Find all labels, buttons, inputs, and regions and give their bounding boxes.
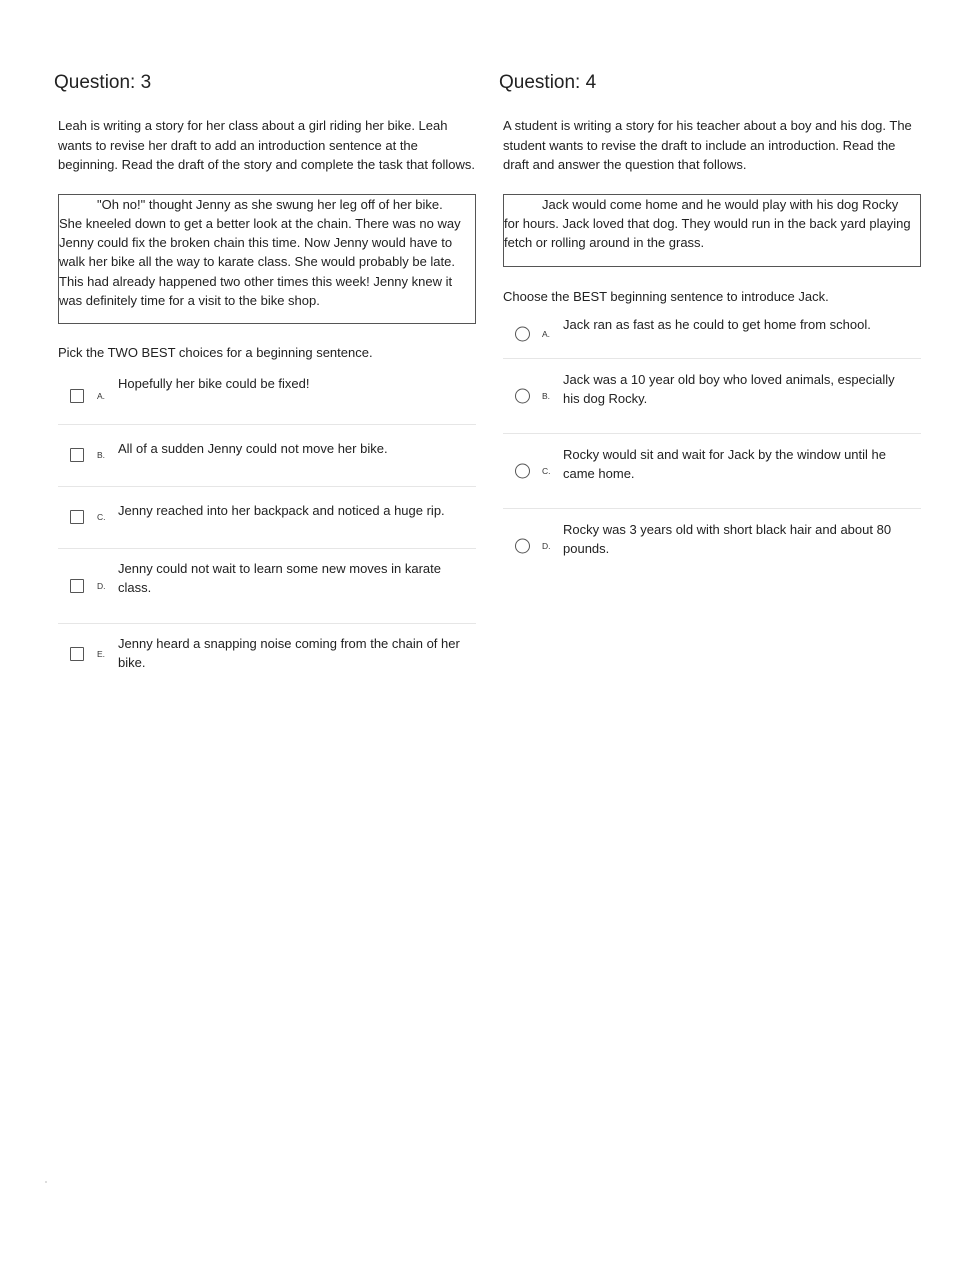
question-title: Question: 4 xyxy=(499,72,597,93)
story-draft-box xyxy=(503,194,921,267)
option-text: Rocky would sit and wait for Jack by the window until he came home. xyxy=(563,446,886,481)
story-draft-box xyxy=(58,194,476,324)
option-letter: C. xyxy=(542,465,551,476)
radio-icon[interactable] xyxy=(515,463,530,478)
option-letter: A. xyxy=(97,390,106,401)
radio-icon[interactable] xyxy=(515,326,530,341)
option-text: All of a sudden Jenny could not move her bike. xyxy=(118,440,388,456)
question-3 xyxy=(54,70,476,684)
option-a[interactable] xyxy=(58,368,476,425)
option-letter: C. xyxy=(97,512,106,522)
question-prompt: Pick the TWO BEST choices for a beginning sentence. xyxy=(58,344,373,360)
radio-icon[interactable] xyxy=(515,538,530,553)
option-d[interactable] xyxy=(58,549,476,624)
option-b[interactable] xyxy=(503,359,921,434)
option-text: Jenny reached into her backpack and noticed a huge rip. xyxy=(118,502,445,518)
question-intro: Leah is writing a story for her class about a girl riding her bike. Leah wants to revise her draft to add an introduction sentence at the beginning. Read the draft of the story and complete the task that follows. xyxy=(58,118,475,172)
question-4 xyxy=(499,70,921,583)
page-speck xyxy=(45,1181,47,1183)
story-draft-text: "Oh no!" thought Jenny as she swung her leg off of her bike. She kneeled down to get a better look at the chain. There was no way Jenny could fix the broken chain this time. Now Jenny would have to walk her bike all the way to karate class. She would probably be late. This had already happened two other times this week! Jenny knew it was definitely time for a visit to the bike shop. xyxy=(59,196,461,308)
option-letter: D. xyxy=(542,540,551,551)
option-letter: B. xyxy=(97,450,106,460)
option-a[interactable] xyxy=(503,310,921,359)
option-c[interactable] xyxy=(58,487,476,549)
question-prompt: Choose the BEST beginning sentence to introduce Jack. xyxy=(503,288,829,304)
option-text: Jenny heard a snapping noise coming from the chain of her bike. xyxy=(118,635,460,670)
question-intro: A student is writing a story for his teacher about a boy and his dog. The student wants to revise the draft to include an introduction. Read the draft and answer the question that follows. xyxy=(503,118,912,172)
option-c[interactable] xyxy=(503,434,921,509)
answer-options xyxy=(503,310,921,583)
checkbox-icon[interactable] xyxy=(70,389,84,403)
option-text: Jack was a 10 year old boy who loved animals, especially his dog Rocky. xyxy=(563,371,895,406)
checkbox-icon[interactable] xyxy=(70,579,84,593)
answer-options xyxy=(58,368,476,684)
checkbox-icon[interactable] xyxy=(70,647,84,661)
radio-icon[interactable] xyxy=(515,388,530,403)
option-text: Rocky was 3 years old with short black hair and about 80 pounds. xyxy=(563,521,892,556)
option-text: Jack ran as fast as he could to get home from school. xyxy=(563,316,871,332)
option-letter: D. xyxy=(97,580,106,591)
option-letter: B. xyxy=(542,390,551,401)
option-b[interactable] xyxy=(58,425,476,487)
option-letter: A. xyxy=(542,328,551,339)
option-text: Jenny could not wait to learn some new moves in karate class. xyxy=(118,560,442,595)
option-letter: E. xyxy=(97,648,106,659)
question-title: Question: 3 xyxy=(54,72,152,93)
option-e[interactable] xyxy=(58,624,476,684)
checkbox-icon[interactable] xyxy=(70,448,84,462)
option-text: Hopefully her bike could be fixed! xyxy=(118,375,310,391)
option-d[interactable] xyxy=(503,509,921,583)
story-draft-text: Jack would come home and he would play with his dog Rocky for hours. Jack loved that dog. They would run in the back yard playing fetch or rolling around in the grass. xyxy=(504,196,911,251)
checkbox-icon[interactable] xyxy=(70,510,84,524)
